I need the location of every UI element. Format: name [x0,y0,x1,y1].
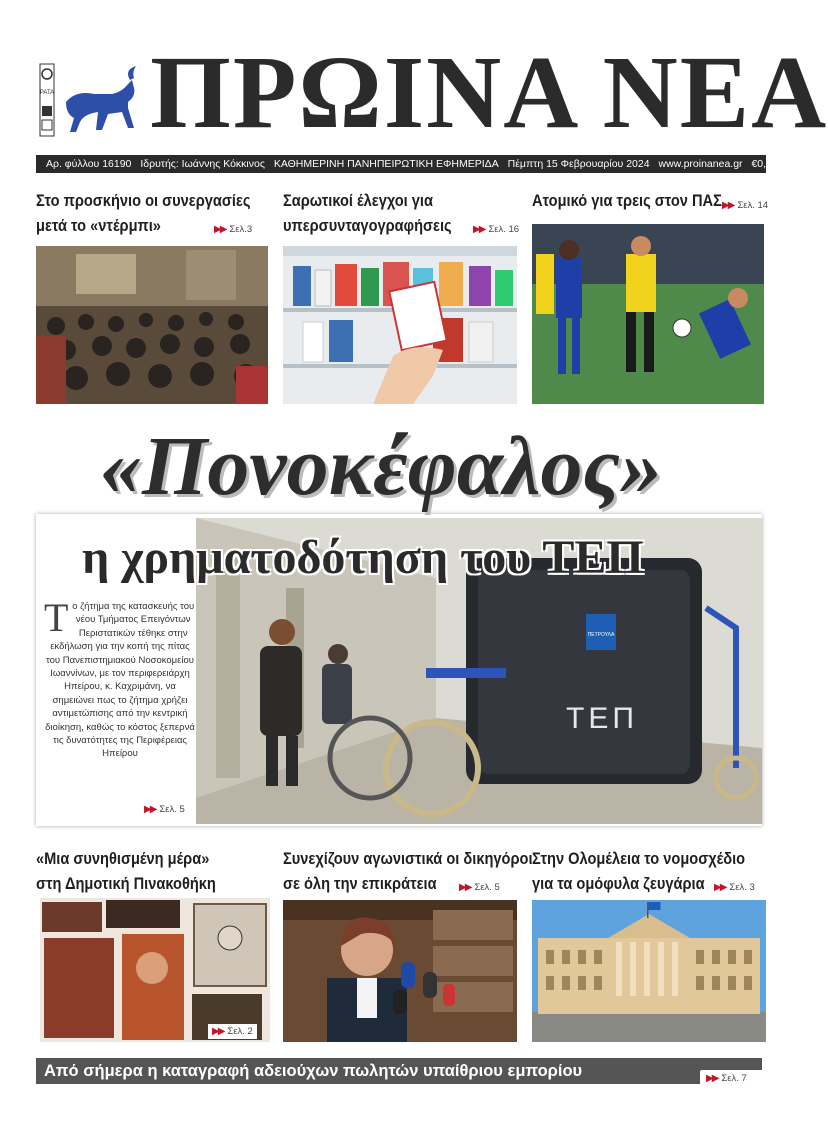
bottom-news-ticker[interactable]: Από σήμερα η καταγραφή αδειούχων πωλητών υπαίθριου εμπορίου [36,1058,762,1084]
founder: Ιδρυτής: Ιωάννης Κόκκινος [140,158,265,170]
page-reference: ▶▶ Σελ. 16 [473,224,520,235]
top-story-3[interactable] [532,188,768,408]
football-match-photo [532,224,764,404]
bag-badge-text: ΠΕΤΡΟΥΛΑ [587,632,615,638]
newspaper-logo [36,62,146,140]
masthead-title: ΠΡΩΙΝΑ ΝΕΑ [150,35,828,150]
page-reference: ▶▶ Σελ. 3 [714,882,755,893]
top-story-1[interactable] [36,188,272,408]
lead-body: ο ζήτημα της κατασκευής του νέου Τμήματος Επειγόντων Περιστατικών τέθηκε στην εκδήλωση για την κοπή της πίτας του Πανεπιστημιακού Νοσοκομείου Ιωαννίνων, με τον περιφερειάρχη Ηπείρου, κ. Καχριμάνη, να σημειώνει πως το ζήτημα χρήζει αντιμετώπισης από την κεντρική διοίκηση, καθώς το κόστος ξεπερνά τις δυνατότητες της Περιφέρειας Ηπείρου [45,601,195,760]
story-headline-line2: στη Δημοτική Πινακοθήκη [36,874,216,893]
paintings-photo [40,898,270,1042]
story-headline-line2: σε όλη την επικράτεια [283,874,437,893]
page-reference: ▶▶ Σελ. 2 [208,1024,257,1039]
logo-text: ΡΑΤΑ [39,90,55,96]
story-headline-line1: «Μια συνηθισμένη μέρα» [36,849,210,868]
pharmacy-photo [283,246,517,404]
parliament-building-photo [532,900,766,1042]
story-headline-line2: για τα ομόφυλα ζευγάρια [532,874,705,893]
story-headline-line1: Συνεχίζουν αγωνιστικά οι δικηγόροι [283,849,533,868]
story-headline-line2: μετά το «ντέρμπι» [36,216,161,235]
price: €0,50 [751,158,778,170]
page-reference: ▶▶ Σελ.3 [214,224,253,235]
bottom-story-3[interactable] [532,846,768,1046]
sub-headline: η χρηματοδότηση του ΤΕΠ [82,531,644,584]
story-headline-line1: Στην Ολομέλεια το νομοσχέδιο [532,849,746,868]
main-headline: «Πονοκέφαλος» [100,420,662,513]
page-reference: ▶▶ Σελ. 5 [459,882,500,893]
bottom-story-1[interactable] [36,846,272,1046]
lawyer-speaker-photo [283,900,517,1042]
story-headline-line1: Σαρωτικοί έλεγχοι για [283,191,433,210]
website-link[interactable]: www.proinanea.gr [658,158,743,170]
tagline: ΚΑΘΗΜΕΡΙΝΗ ΠΑΝΗΠΕΙΡΩΤΙΚΗ ΕΦΗΜΕΡΙΔΑ [273,158,499,170]
issue-number: Αρ. φύλλου 16190 [46,158,132,170]
drop-cap: Τ [44,595,69,640]
bag-label-text: ΤΕΠ [566,702,638,735]
ticker-page-reference: ▶▶ Σελ. 7 [700,1070,766,1088]
event-audience-photo [36,246,268,404]
story-headline-line1: Ατομικό για τρεις στον ΠΑΣ [532,191,722,210]
goat-logo-icon [66,66,136,132]
story-headline-line1: Στο προσκήνιο οι συνεργασίες [36,191,251,210]
lead-article-text [44,595,196,820]
story-headline-line2: υπερσυνταγογραφήσεις [283,216,452,235]
issue-info-bar [36,155,778,173]
lead-page-reference: ▶▶ Σελ. 5 [144,804,185,815]
bottom-story-2[interactable] [283,846,533,1046]
page-reference: ▶▶ Σελ. 14 [722,200,769,211]
logo-badge-icon [40,64,54,136]
issue-date: Πέμπτη 15 Φεβρουαρίου 2024 [507,158,650,170]
top-story-2[interactable] [283,188,519,408]
